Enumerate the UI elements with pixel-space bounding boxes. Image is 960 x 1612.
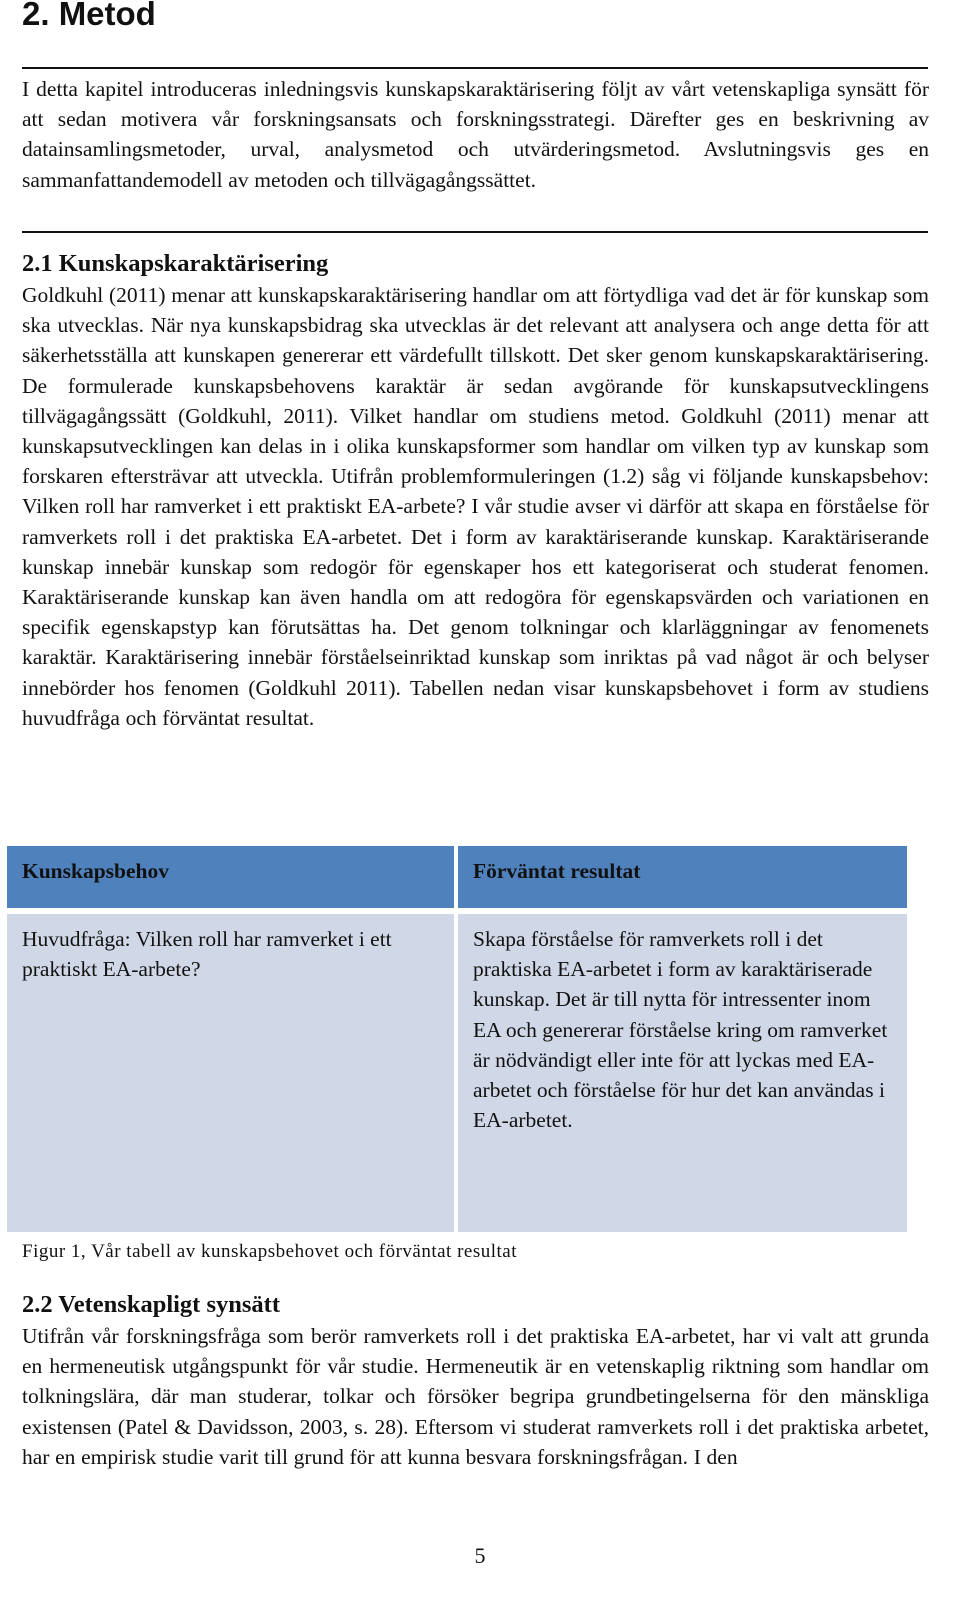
intro-top-rule — [22, 67, 928, 69]
section-2-1-body: Goldkuhl (2011) menar att kunskapskaraktärisering handlar om att förtydliga vad det är för kunskap som ska utvecklas. När nya kunskapsbidrag ska utvecklas är det relevant att analysera och ange detta för att säkerhetsställa att kunskapen genererar ett värdefullt tillskott. Det sker genom kunskapskaraktärisering. De formulerade kunskapsbehovens karaktär är sedan avgörande för kunskapsutvecklingens tillvägagångssätt (Goldkuhl, 2011). Vilket handlar om studiens metod. Goldkuhl (2011) menar att kunskapsutvecklingen kan delas in i olika kunskapsformer som handlar om vilken typ av kunskap som forskaren eftersträvar att utveckla. Utifrån problemformuleringen (1.2) såg vi följande kunskapsbehov: Vilken roll har ramverket i ett praktiskt EA-arbete? I vår studie avser vi därför att skapa en förståelse för ramverkets roll i det praktiska EA-arbetet. Det i form av karaktäriserande kunskap. Karaktäriserande kunskap innebär kunskap som redogör för egenskaper hos ett kategoriserat och studerat fenomen. Karaktäriserande kunskap kan även handla om att redogöra för egenskapsvärden och variationen en specifik egenskapstyp kan förutsättas ha. Det genom tolkningar och klarläggningar av fenomenets karaktär. Karaktärisering innebär förståelseinriktad kunskap som inriktas på vad något är och belyser innebörder hos fenomen (Goldkuhl 2011). Tabellen nedan visar kunskapsbehovet i form av studiens huvudfråga och förväntat resultat. — [22, 283, 929, 730]
table-cell-kunskapsbehov: Huvudfråga: Vilken roll har ramverket i ett praktiskt EA-arbete? — [7, 914, 454, 1232]
intro-paragraph: I detta kapitel introduceras inledningsvis kunskapskaraktärisering följt av vårt vetenskapliga synsätt för att sedan motivera vår forskningsansats och forskningsstrategi. Därefter ges en beskrivning av datainsamlingsmetoder, urval, analysmetod och utvärderingsmetod. Avslutningsvis ges en sammanfattandemodell av metoden och tillvägagångssättet. — [22, 77, 929, 192]
table-cell-forvantat-resultat: Skapa förståelse för ramverkets roll i det praktiska EA-arbetet i form av karaktäriserade kunskap. Det är till nytta för intressenter inom EA och genererar förståelse kring om ramverket är nödvändigt eller inte för att lyckas med EA-arbetet och förståelse för hur det kan användas i EA-arbetet. — [458, 914, 907, 1232]
chapter-heading: 2. Metod — [22, 0, 156, 32]
page-number: 5 — [474, 1543, 486, 1568]
section-heading-2-2: 2.2 Vetenskapligt synsätt — [22, 1291, 280, 1318]
figure-caption: Figur 1, Vår tabell av kunskapsbehovet och förväntat resultat — [22, 1241, 517, 1262]
intro-bottom-rule — [22, 231, 928, 233]
table-header-kunskapsbehov: Kunskapsbehov — [7, 846, 454, 908]
table-header-forvantat-resultat: Förväntat resultat — [458, 846, 907, 908]
section-2-2-body: Utifrån vår forskningsfråga som berör ramverkets roll i det praktiska EA-arbetet, har vi valt att grunda en hermeneutisk utgångspunkt för vår studie. Hermeneutik är en vetenskaplig riktning som handlar om tolkningslära, där man studerar, tolkar och försöker begripa grundbetingelserna för den mänskliga existensen (Patel & Davidsson, 2003, s. 28). Eftersom vi studerat ramverkets roll i det praktiska arbetet, har en empirisk studie varit till grund för att kunna besvara forskningsfrågan. I den — [22, 1324, 929, 1469]
section-heading-2-1: 2.1 Kunskapskaraktärisering — [22, 250, 329, 277]
